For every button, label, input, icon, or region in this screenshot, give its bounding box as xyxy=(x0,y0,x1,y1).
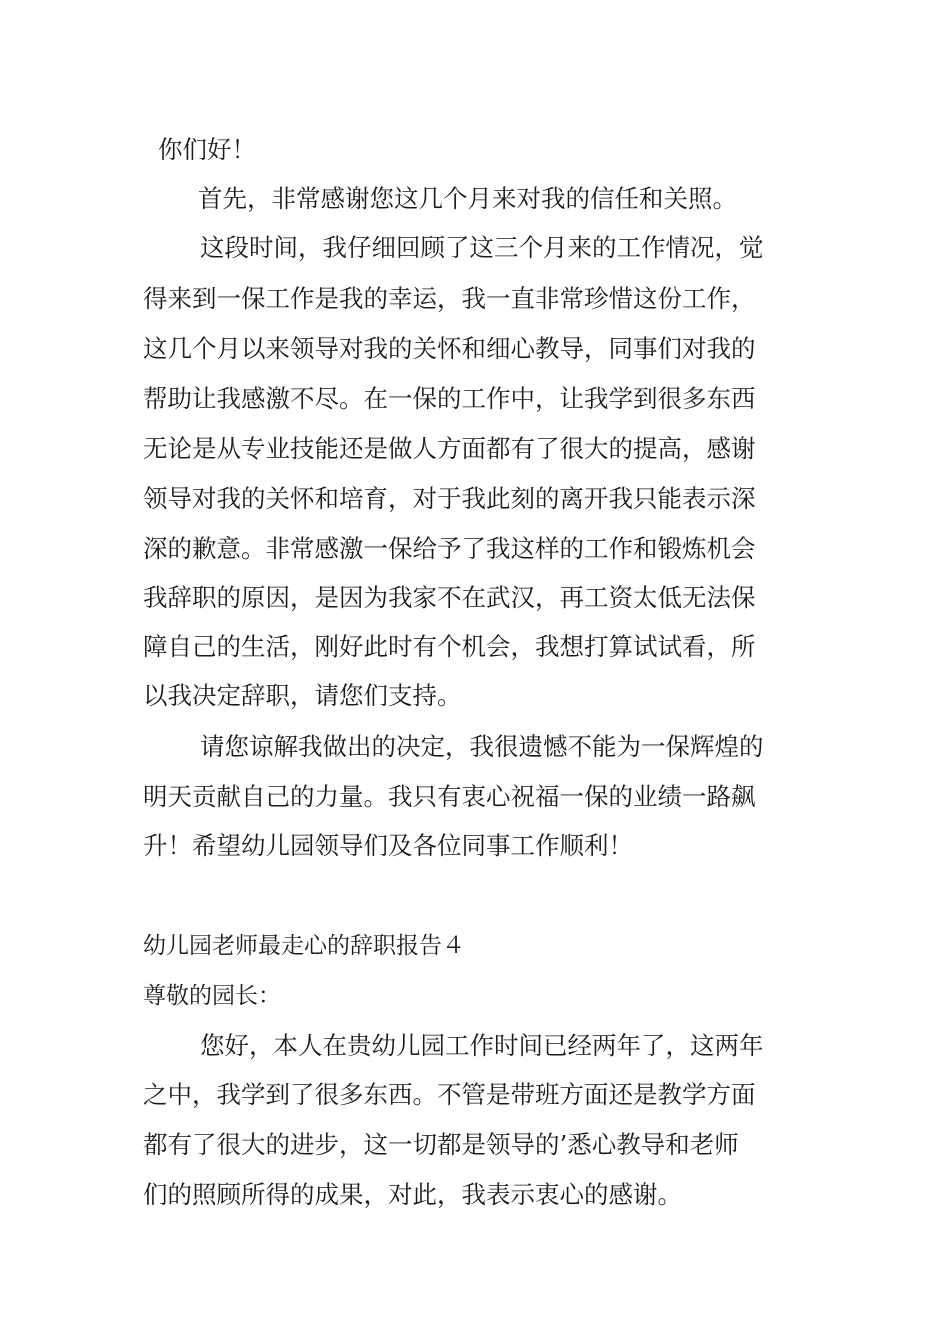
paragraph-line: 无论是从专业技能还是做人方面都有了很大的提高，感谢 xyxy=(143,434,756,463)
paragraph-line: 明天贡献自己的力量。我只有衷心祝福一保的业绩一路飙 xyxy=(143,782,756,811)
paragraph-line: 都有了很大的进步，这一切都是领导的’悉心教导和老师 xyxy=(143,1130,739,1159)
paragraph-line: 之中，我学到了很多东西。不管是带班方面还是教学方面 xyxy=(143,1080,756,1109)
paragraph-line: 升！希望幼儿园领导们及各位同事工作顺利！ xyxy=(143,831,633,860)
section-title: 幼儿园老师最走心的辞职报告４ xyxy=(143,933,465,959)
paragraph-line: 我辞职的原因，是因为我家不在武汉，再工资太低无法保 xyxy=(143,583,756,612)
paragraph-line: 这几个月以来领导对我的关怀和细心教导，同事们对我的 xyxy=(143,334,756,363)
paragraph-line: 这段时间，我仔细回顾了这三个月来的工作情况，觉 xyxy=(200,233,764,262)
paragraph-line: 首先，非常感谢您这几个月来对我的信任和关照。 xyxy=(198,184,737,213)
paragraph-line: 得来到一保工作是我的幸运，我一直非常珍惜这份工作， xyxy=(143,284,756,313)
salutation: 尊敬的园长： xyxy=(143,983,281,1009)
paragraph-line: 以我决定辞职，请您们支持。 xyxy=(143,681,462,710)
paragraph-line: 帮助让我感激不尽。在一保的工作中，让我学到很多东西 xyxy=(143,384,756,413)
paragraph-line: 您好，本人在贵幼儿园工作时间已经两年了，这两年 xyxy=(200,1031,764,1060)
paragraph-line: 深的歉意。非常感激一保给予了我这样的工作和锻炼机会 xyxy=(143,534,756,563)
paragraph-line: 领导对我的关怀和培育，对于我此刻的离开我只能表示深 xyxy=(143,484,756,513)
greeting: 你们好！ xyxy=(158,135,256,164)
paragraph-line: 障自己的生活，刚好此时有个机会，我想打算试试看，所 xyxy=(143,632,756,661)
paragraph-line: 们的照顾所得的成果，对此，我表示衷心的感谢。 xyxy=(143,1180,682,1209)
paragraph-line: 请您谅解我做出的决定，我很遗憾不能为一保辉煌的 xyxy=(200,732,764,761)
